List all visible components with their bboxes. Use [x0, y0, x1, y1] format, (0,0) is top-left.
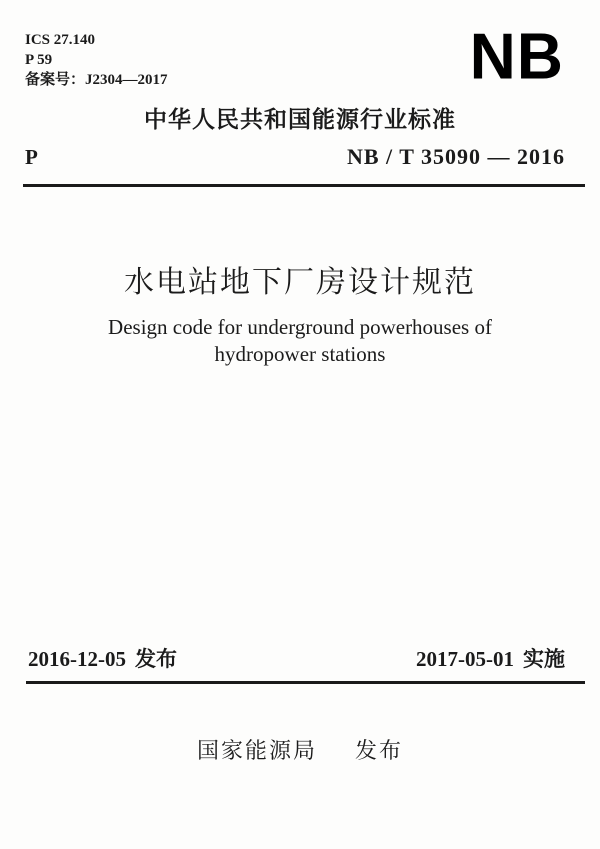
classification-code: P 59	[25, 52, 53, 68]
record-number: 备案号：J2304—2017	[25, 72, 168, 88]
issue-label: 发布	[135, 647, 177, 671]
class-letter: P	[25, 145, 38, 169]
document-title-english-line1: Design code for underground powerhouses of	[108, 315, 492, 339]
standard-category-title: 中华人民共和国能源行业标准	[144, 106, 456, 132]
footer-rule	[26, 681, 585, 684]
publisher-action: 发布	[355, 738, 404, 763]
issue-date-group	[28, 643, 177, 673]
standard-number-row	[25, 144, 565, 170]
date-row	[28, 643, 565, 673]
publisher-name: 国家能源局	[196, 738, 317, 763]
issue-date: 2016-12-05	[28, 647, 126, 671]
document-title-english-line2: hydropower stations	[214, 342, 386, 366]
publisher-row	[0, 734, 600, 765]
implementation-date-group	[416, 643, 565, 673]
header-rule	[23, 184, 585, 187]
document-title-chinese: 水电站地下厂房设计规范	[124, 266, 476, 299]
registry-info-block	[25, 30, 168, 90]
ics-code: ICS 27.140	[25, 32, 96, 48]
implementation-label: 实施	[523, 647, 565, 671]
nb-logo: NB	[469, 19, 564, 93]
standard-number: NB / T 35090 — 2016	[346, 144, 565, 169]
implementation-date: 2017-05-01	[416, 647, 514, 671]
document-title-english	[0, 314, 600, 368]
